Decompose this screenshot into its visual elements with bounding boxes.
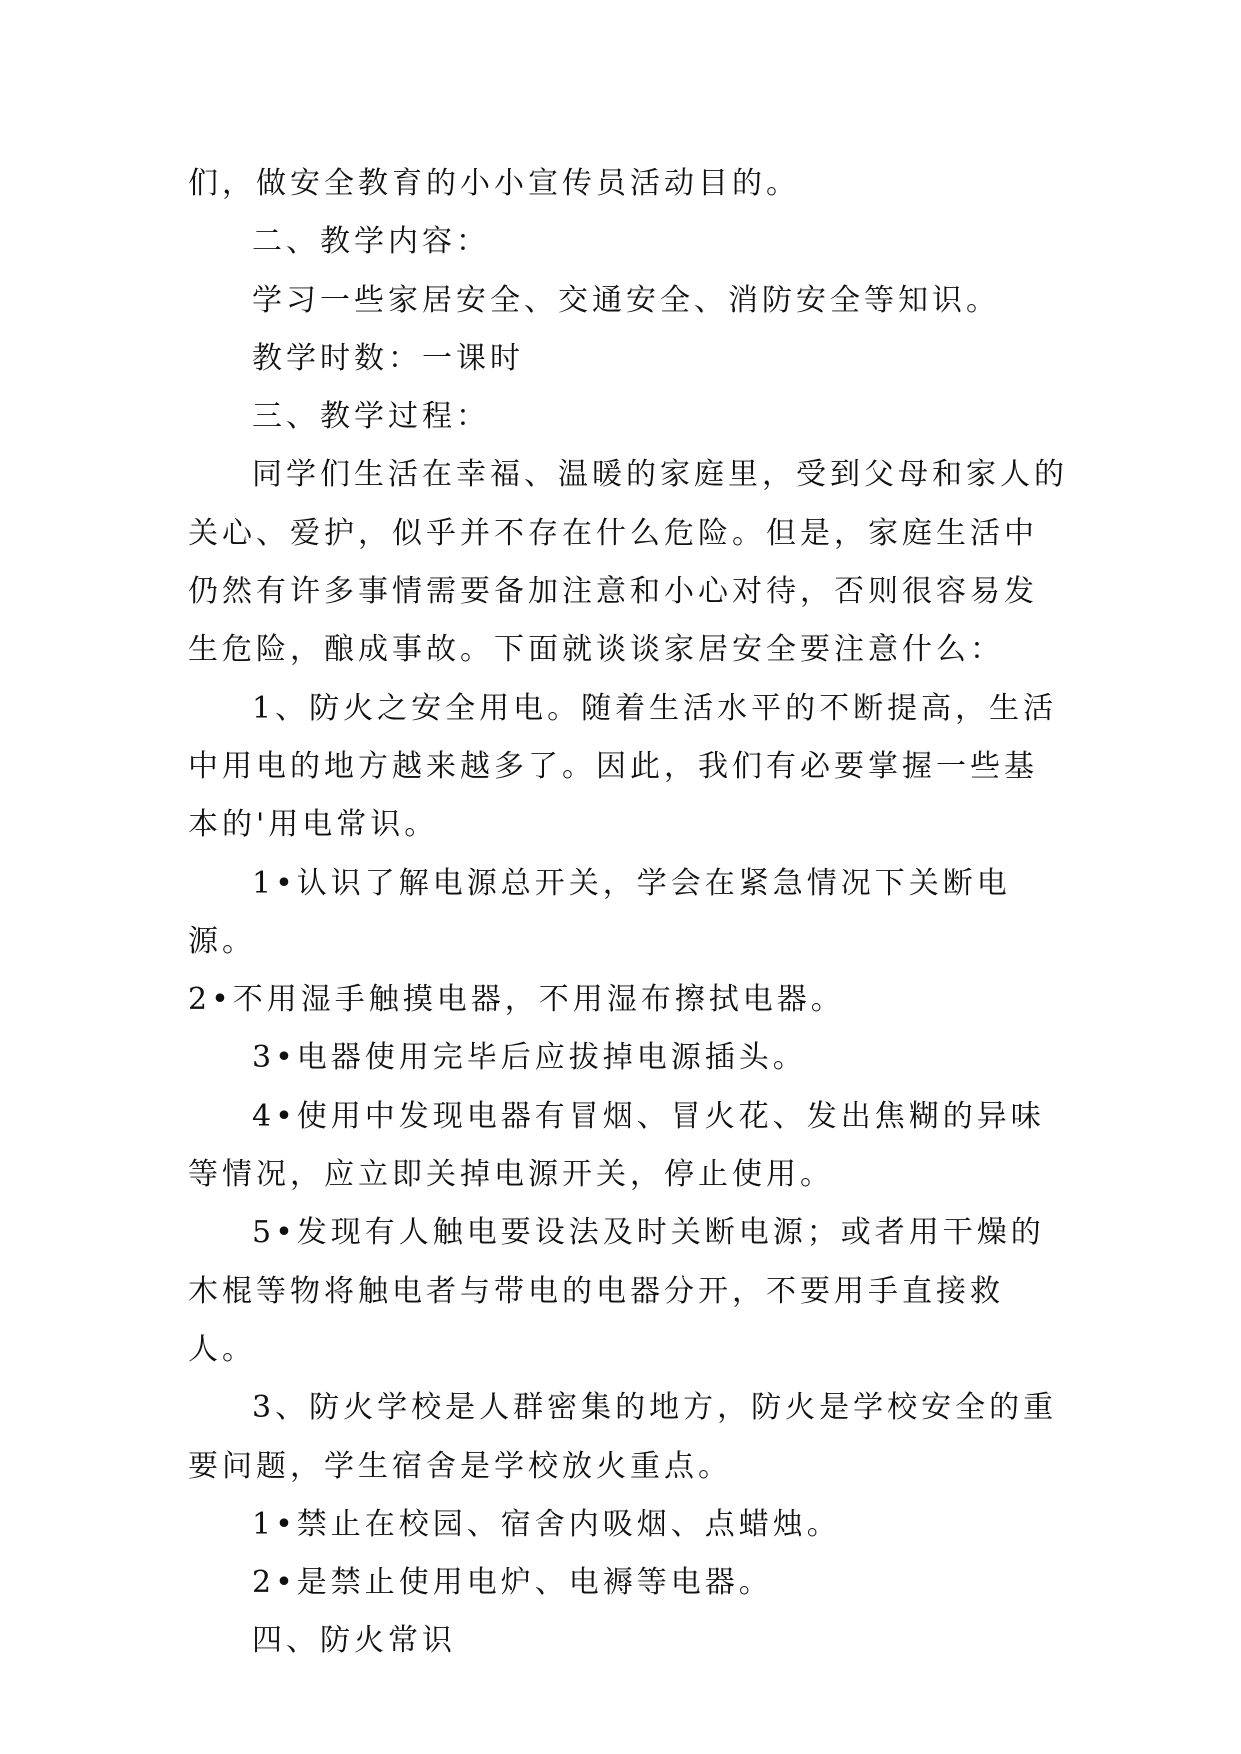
heading-teaching-process: 三、教学过程： <box>252 399 490 435</box>
heading-fire-knowledge: 四、防火常识 <box>252 1623 456 1659</box>
paragraph-home-safety-intro: 同学们生活在幸福、温暖的家庭里，受到父母和家人的关心、爱护，似乎并不存在什么危险。但是，家庭生活中仍然有许多事情需要备加注意和小心对待，否则很容易发生危险，酿成事故。下面就谈谈家居安全要注意什么： <box>188 457 1068 668</box>
heading-teaching-content: 二、教学内容： <box>252 224 490 260</box>
document-body <box>188 155 1068 1671</box>
paragraph-school-fire-prevention: 3、防火学校是人群密集的地方，防火是学校安全的重要问题，学生宿舍是学校放火重点。 <box>188 1390 1058 1484</box>
list-item-school-2: 2•是禁止使用电炉、电褥等电器。 <box>252 1565 773 1601</box>
paragraph-activity-purpose: 们，做安全教育的小小宣传员活动目的。 <box>188 166 800 201</box>
list-item-electric-3: 3•电器使用完毕后应拔掉电源插头。 <box>252 1040 807 1076</box>
list-item-electric-1: 1•认识了解电源总开关，学会在紧急情况下关断电源。 <box>188 865 1011 959</box>
paragraph-teaching-hours: 教学时数：一课时 <box>252 340 524 376</box>
list-item-school-1: 1•禁止在校园、宿舍内吸烟、点蜡烛。 <box>252 1506 841 1542</box>
paragraph-electricity-safety: 1、防火之安全用电。随着生活水平的不断提高，生活中用电的地方越来越多了。因此，我们有必要掌握一些基本的'用电常识。 <box>188 690 1058 843</box>
paragraph-teaching-content: 学习一些家居安全、交通安全、消防安全等知识。 <box>252 282 1000 318</box>
list-item-electric-4: 4•使用中发现电器有冒烟、冒火花、发出焦糊的异味等情况，应立即关掉电源开关，停止使用。 <box>188 1098 1045 1193</box>
list-item-electric-5: 5•发现有人触电要设法及时关断电源；或者用干燥的木棍等物将触电者与带电的电器分开，不要用手直接救人。 <box>188 1215 1045 1367</box>
list-item-electric-2: 2•不用湿手触摸电器，不用湿布擦拭电器。 <box>188 982 845 1018</box>
